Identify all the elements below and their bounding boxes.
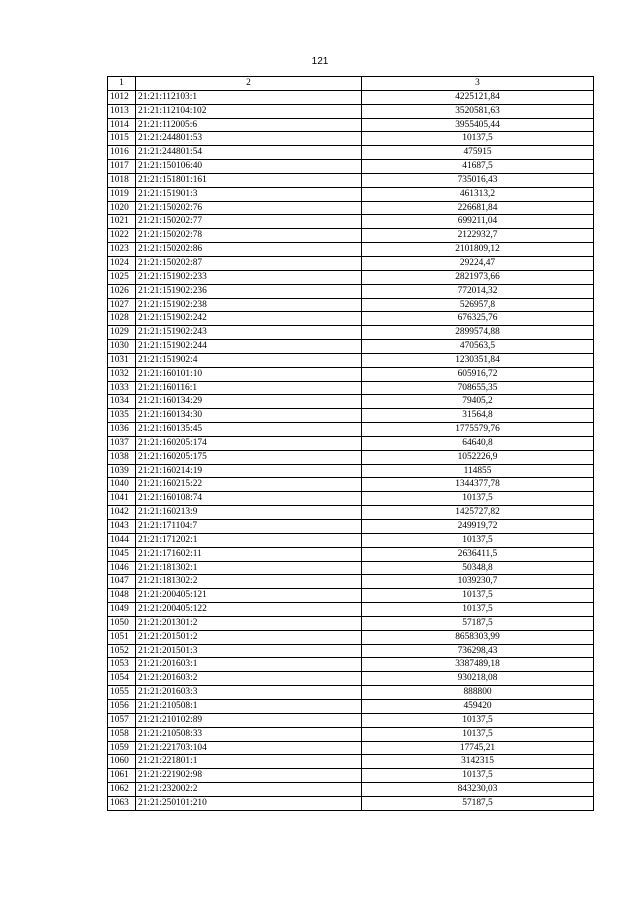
table-row [108, 90, 594, 104]
table-row [108, 478, 594, 492]
table-row [108, 381, 594, 395]
row-number-cell: 1048 [108, 589, 136, 603]
row-number-cell: 1054 [108, 672, 136, 686]
value-cell: 3520581,63 [362, 104, 594, 118]
value-cell: 3387489,18 [362, 658, 594, 672]
row-number-cell: 1042 [108, 506, 136, 520]
value-cell: 10137,5 [362, 132, 594, 146]
table-row [108, 686, 594, 700]
cadastral-number-cell: 21:21:181302:2 [136, 575, 362, 589]
value-cell: 10137,5 [362, 589, 594, 603]
cadastral-number-cell: 21:21:201301:2 [136, 616, 362, 630]
table-body [108, 90, 594, 810]
table-row [108, 672, 594, 686]
table-row [108, 284, 594, 298]
table-row [108, 699, 594, 713]
value-cell: 1230351,84 [362, 353, 594, 367]
value-cell: 10137,5 [362, 492, 594, 506]
table-row [108, 201, 594, 215]
table-row [108, 755, 594, 769]
column-header-3: 3 [362, 77, 594, 91]
table-row [108, 727, 594, 741]
row-number-cell: 1055 [108, 686, 136, 700]
table-row [108, 644, 594, 658]
table-row [108, 603, 594, 617]
page-number: 121 [311, 56, 329, 67]
cadastral-number-cell: 21:21:151902:243 [136, 326, 362, 340]
cadastral-number-cell: 21:21:171602:11 [136, 547, 362, 561]
value-cell: 249919,72 [362, 520, 594, 534]
cadastral-number-cell: 21:21:171202:1 [136, 533, 362, 547]
table-row [108, 256, 594, 270]
value-cell: 41687,5 [362, 160, 594, 174]
cadastral-number-cell: 21:21:201603:2 [136, 672, 362, 686]
value-cell: 930218,08 [362, 672, 594, 686]
cadastral-number-cell: 21:21:112104:102 [136, 104, 362, 118]
table-row [108, 492, 594, 506]
row-number-cell: 1030 [108, 340, 136, 354]
value-cell: 17745,21 [362, 741, 594, 755]
row-number-cell: 1053 [108, 658, 136, 672]
row-number-cell: 1060 [108, 755, 136, 769]
table-row [108, 616, 594, 630]
cadastral-number-cell: 21:21:160205:175 [136, 450, 362, 464]
row-number-cell: 1057 [108, 713, 136, 727]
table-row [108, 575, 594, 589]
value-cell: 843230,03 [362, 783, 594, 797]
value-cell: 470563,5 [362, 340, 594, 354]
table-row [108, 367, 594, 381]
value-cell: 79405,2 [362, 395, 594, 409]
value-cell: 10137,5 [362, 533, 594, 547]
cadastral-number-cell: 21:21:201501:2 [136, 630, 362, 644]
row-number-cell: 1015 [108, 132, 136, 146]
cadastral-number-cell: 21:21:181302:1 [136, 561, 362, 575]
row-number-cell: 1033 [108, 381, 136, 395]
table-row [108, 630, 594, 644]
row-number-cell: 1021 [108, 215, 136, 229]
value-cell: 64640,8 [362, 436, 594, 450]
cadastral-number-cell: 21:21:160116:1 [136, 381, 362, 395]
row-number-cell: 1014 [108, 118, 136, 132]
row-number-cell: 1025 [108, 270, 136, 284]
column-header-2: 2 [136, 77, 362, 91]
row-number-cell: 1050 [108, 616, 136, 630]
row-number-cell: 1049 [108, 603, 136, 617]
value-cell: 57187,5 [362, 616, 594, 630]
cadastral-number-cell: 21:21:151902:236 [136, 284, 362, 298]
table-row [108, 796, 594, 810]
cadastral-number-cell: 21:21:160108:74 [136, 492, 362, 506]
cadastral-number-cell: 21:21:150202:87 [136, 256, 362, 270]
row-number-cell: 1020 [108, 201, 136, 215]
row-number-cell: 1059 [108, 741, 136, 755]
table-row [108, 270, 594, 284]
cadastral-number-cell: 21:21:160135:45 [136, 423, 362, 437]
table-row [108, 160, 594, 174]
value-cell: 526957,8 [362, 298, 594, 312]
cadastral-number-cell: 21:21:221801:1 [136, 755, 362, 769]
column-header-1: 1 [108, 77, 136, 91]
row-number-cell: 1018 [108, 173, 136, 187]
row-number-cell: 1038 [108, 450, 136, 464]
row-number-cell: 1062 [108, 783, 136, 797]
table-row [108, 173, 594, 187]
cadastral-number-cell: 21:21:244801:53 [136, 132, 362, 146]
table-row [108, 713, 594, 727]
row-number-cell: 1043 [108, 520, 136, 534]
registry-table [107, 76, 594, 811]
row-number-cell: 1052 [108, 644, 136, 658]
value-cell: 50348,8 [362, 561, 594, 575]
value-cell: 676325,76 [362, 312, 594, 326]
value-cell: 2899574,88 [362, 326, 594, 340]
value-cell: 31564,8 [362, 409, 594, 423]
table-row [108, 520, 594, 534]
row-number-cell: 1026 [108, 284, 136, 298]
cadastral-number-cell: 21:21:221703:104 [136, 741, 362, 755]
value-cell: 736298,43 [362, 644, 594, 658]
value-cell: 2122932,7 [362, 229, 594, 243]
cadastral-number-cell: 21:21:201603:3 [136, 686, 362, 700]
cadastral-number-cell: 21:21:160205:174 [136, 436, 362, 450]
row-number-cell: 1019 [108, 187, 136, 201]
value-cell: 10137,5 [362, 769, 594, 783]
value-cell: 475915 [362, 146, 594, 160]
value-cell: 114855 [362, 464, 594, 478]
table-row [108, 395, 594, 409]
row-number-cell: 1027 [108, 298, 136, 312]
table-row [108, 409, 594, 423]
table-row [108, 312, 594, 326]
table-row [108, 436, 594, 450]
table-row [108, 340, 594, 354]
value-cell: 1039230,7 [362, 575, 594, 589]
value-cell: 10137,5 [362, 727, 594, 741]
row-number-cell: 1032 [108, 367, 136, 381]
row-number-cell: 1024 [108, 256, 136, 270]
value-cell: 888800 [362, 686, 594, 700]
table-row [108, 783, 594, 797]
cadastral-number-cell: 21:21:160101:10 [136, 367, 362, 381]
row-number-cell: 1063 [108, 796, 136, 810]
value-cell: 699211,04 [362, 215, 594, 229]
row-number-cell: 1022 [108, 229, 136, 243]
cadastral-number-cell: 21:21:210508:1 [136, 699, 362, 713]
table-row [108, 450, 594, 464]
table-row [108, 118, 594, 132]
cadastral-number-cell: 21:21:112103:1 [136, 90, 362, 104]
cadastral-number-cell: 21:21:160213:9 [136, 506, 362, 520]
value-cell: 29224,47 [362, 256, 594, 270]
table-row [108, 104, 594, 118]
cadastral-number-cell: 21:21:200405:122 [136, 603, 362, 617]
value-cell: 2636411,5 [362, 547, 594, 561]
table-row [108, 423, 594, 437]
cadastral-number-cell: 21:21:150106:40 [136, 160, 362, 174]
value-cell: 10137,5 [362, 603, 594, 617]
table-row [108, 561, 594, 575]
row-number-cell: 1012 [108, 90, 136, 104]
row-number-cell: 1031 [108, 353, 136, 367]
value-cell: 708655,35 [362, 381, 594, 395]
row-number-cell: 1028 [108, 312, 136, 326]
row-number-cell: 1046 [108, 561, 136, 575]
table-row [108, 146, 594, 160]
table-row [108, 533, 594, 547]
cadastral-number-cell: 21:21:112005:6 [136, 118, 362, 132]
row-number-cell: 1035 [108, 409, 136, 423]
row-number-cell: 1047 [108, 575, 136, 589]
value-cell: 1775579,76 [362, 423, 594, 437]
cadastral-number-cell: 21:21:221902:98 [136, 769, 362, 783]
table-row [108, 741, 594, 755]
cadastral-number-cell: 21:21:150202:77 [136, 215, 362, 229]
table-row [108, 298, 594, 312]
value-cell: 605916,72 [362, 367, 594, 381]
cadastral-number-cell: 21:21:232002:2 [136, 783, 362, 797]
value-cell: 2101809,12 [362, 243, 594, 257]
value-cell: 57187,5 [362, 796, 594, 810]
row-number-cell: 1013 [108, 104, 136, 118]
cadastral-number-cell: 21:21:150202:86 [136, 243, 362, 257]
table-row [108, 769, 594, 783]
cadastral-number-cell: 21:21:171104:7 [136, 520, 362, 534]
value-cell: 461313,2 [362, 187, 594, 201]
cadastral-number-cell: 21:21:150202:78 [136, 229, 362, 243]
row-number-cell: 1061 [108, 769, 136, 783]
row-number-cell: 1045 [108, 547, 136, 561]
cadastral-number-cell: 21:21:160214:19 [136, 464, 362, 478]
value-cell: 4225121,84 [362, 90, 594, 104]
cadastral-number-cell: 21:21:210508:33 [136, 727, 362, 741]
cadastral-number-cell: 21:21:201603:1 [136, 658, 362, 672]
table-row [108, 589, 594, 603]
table-row [108, 132, 594, 146]
cadastral-number-cell: 21:21:244801:54 [136, 146, 362, 160]
cadastral-number-cell: 21:21:151801:161 [136, 173, 362, 187]
cadastral-number-cell: 21:21:150202:76 [136, 201, 362, 215]
cadastral-number-cell: 21:21:250101:210 [136, 796, 362, 810]
table-header-row [108, 77, 594, 91]
table-row [108, 506, 594, 520]
row-number-cell: 1041 [108, 492, 136, 506]
value-cell: 1425727,82 [362, 506, 594, 520]
value-cell: 2821973,66 [362, 270, 594, 284]
value-cell: 226681,84 [362, 201, 594, 215]
value-cell: 459420 [362, 699, 594, 713]
cadastral-number-cell: 21:21:151902:242 [136, 312, 362, 326]
value-cell: 772014,32 [362, 284, 594, 298]
cadastral-number-cell: 21:21:151902:4 [136, 353, 362, 367]
table-row [108, 229, 594, 243]
value-cell: 1344377,78 [362, 478, 594, 492]
cadastral-number-cell: 21:21:151901:3 [136, 187, 362, 201]
row-number-cell: 1023 [108, 243, 136, 257]
table-row [108, 326, 594, 340]
row-number-cell: 1058 [108, 727, 136, 741]
cadastral-number-cell: 21:21:210102:89 [136, 713, 362, 727]
row-number-cell: 1029 [108, 326, 136, 340]
cadastral-number-cell: 21:21:200405:121 [136, 589, 362, 603]
table-row [108, 658, 594, 672]
row-number-cell: 1017 [108, 160, 136, 174]
row-number-cell: 1039 [108, 464, 136, 478]
table-row [108, 243, 594, 257]
table-row [108, 187, 594, 201]
value-cell: 3955405,44 [362, 118, 594, 132]
value-cell: 1052226,9 [362, 450, 594, 464]
row-number-cell: 1051 [108, 630, 136, 644]
value-cell: 735016,43 [362, 173, 594, 187]
row-number-cell: 1056 [108, 699, 136, 713]
row-number-cell: 1044 [108, 533, 136, 547]
value-cell: 10137,5 [362, 713, 594, 727]
table-row [108, 464, 594, 478]
row-number-cell: 1016 [108, 146, 136, 160]
cadastral-number-cell: 21:21:160134:29 [136, 395, 362, 409]
row-number-cell: 1040 [108, 478, 136, 492]
cadastral-number-cell: 21:21:151902:233 [136, 270, 362, 284]
cadastral-number-cell: 21:21:201501:3 [136, 644, 362, 658]
row-number-cell: 1034 [108, 395, 136, 409]
table-row [108, 215, 594, 229]
cadastral-number-cell: 21:21:160134:30 [136, 409, 362, 423]
table-row [108, 353, 594, 367]
row-number-cell: 1036 [108, 423, 136, 437]
value-cell: 3142315 [362, 755, 594, 769]
table-row [108, 547, 594, 561]
cadastral-number-cell: 21:21:151902:244 [136, 340, 362, 354]
row-number-cell: 1037 [108, 436, 136, 450]
cadastral-number-cell: 21:21:151902:238 [136, 298, 362, 312]
cadastral-number-cell: 21:21:160215:22 [136, 478, 362, 492]
value-cell: 8658303,99 [362, 630, 594, 644]
